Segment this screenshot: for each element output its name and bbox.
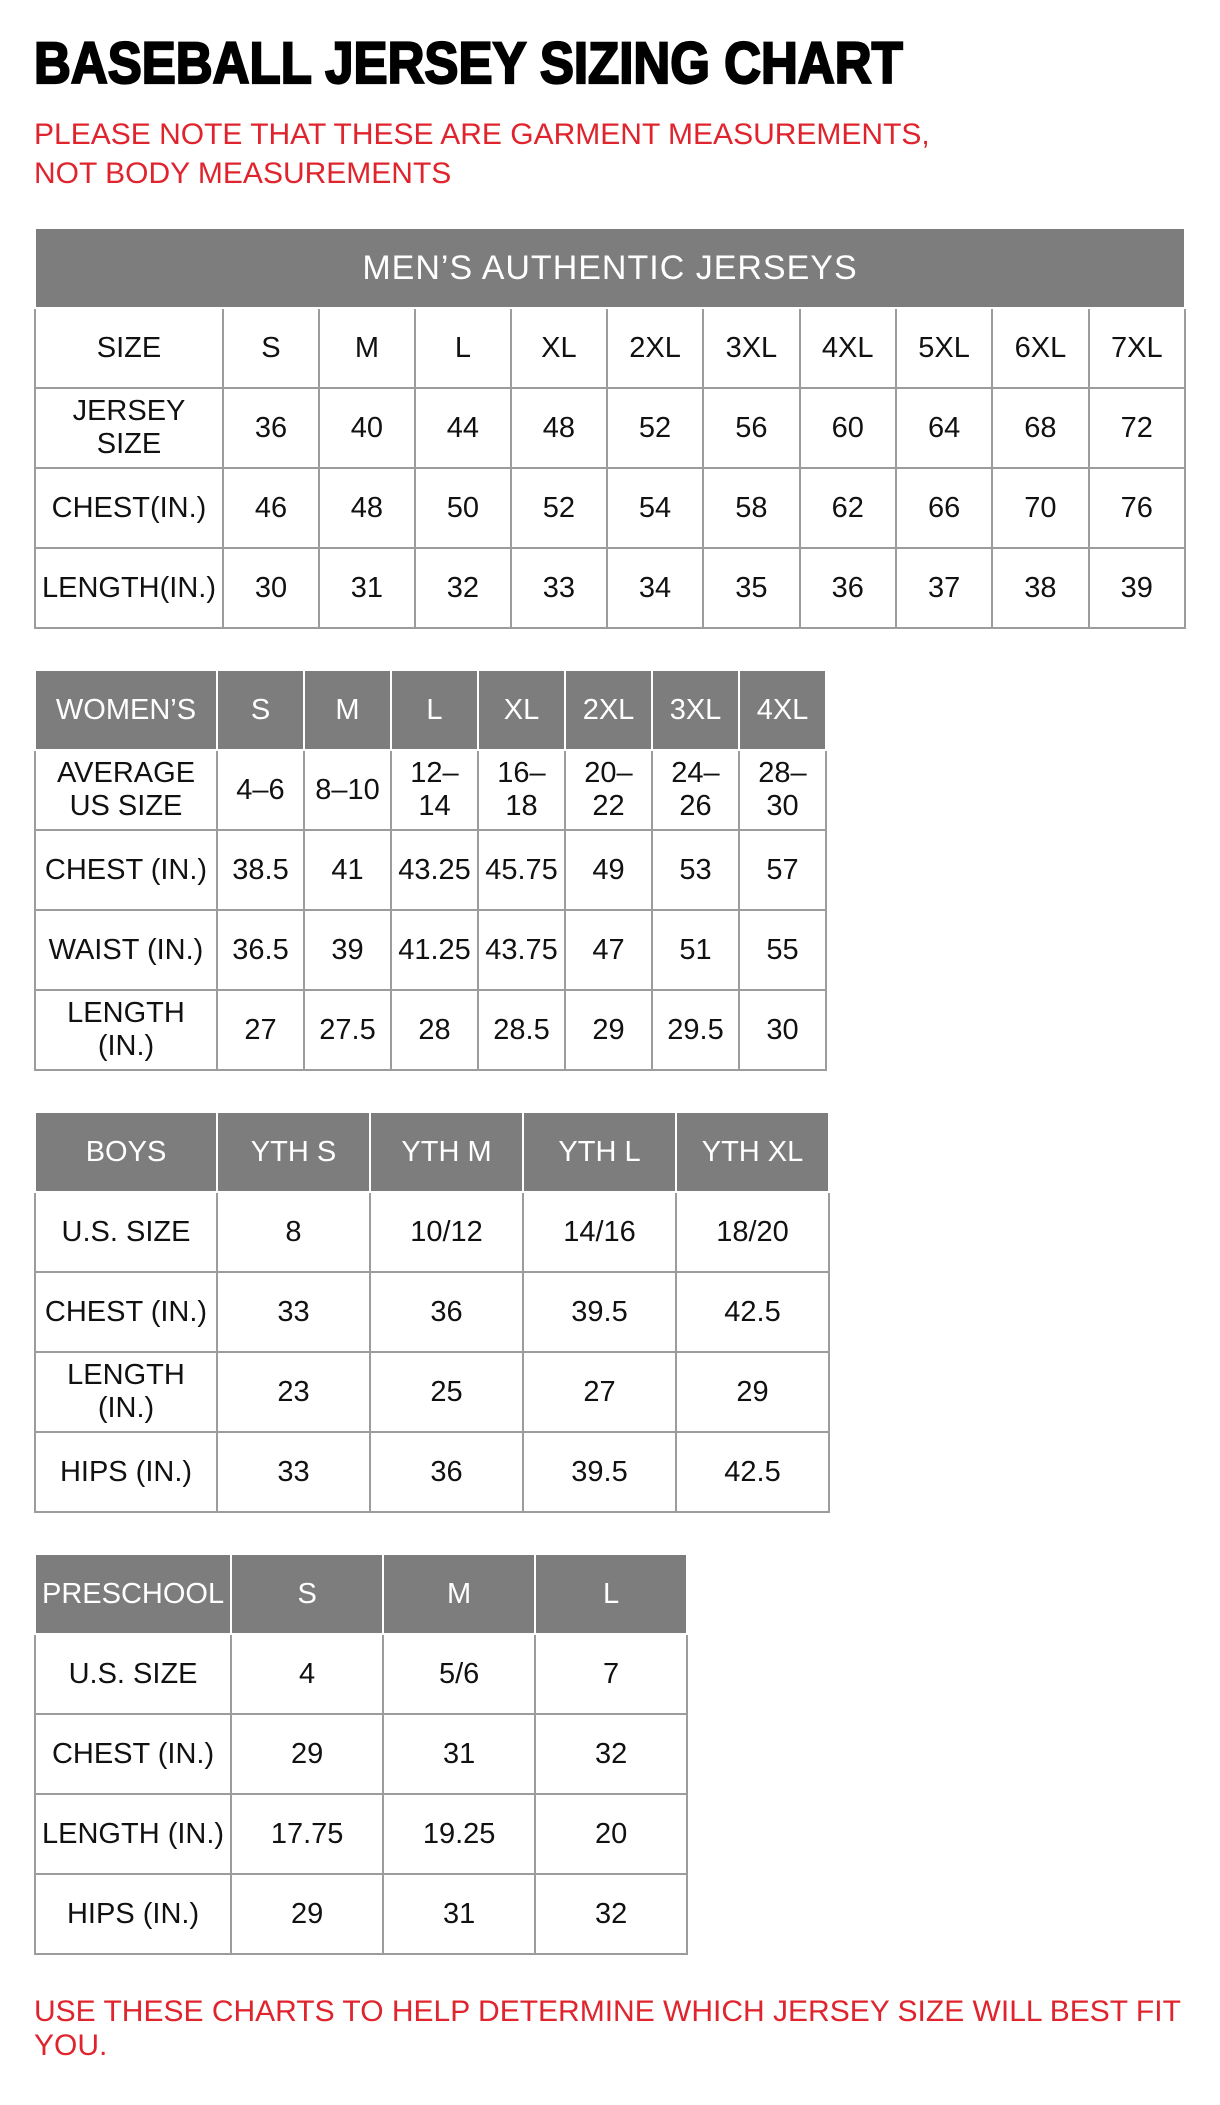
value-cell: 29 bbox=[231, 1874, 383, 1954]
row-label-cell: LENGTH (IN.) bbox=[35, 990, 217, 1070]
mens-jerseys-table bbox=[34, 227, 1186, 629]
table-band-title: MEN’S AUTHENTIC JERSEYS bbox=[35, 228, 1185, 308]
table-row bbox=[35, 1874, 687, 1954]
value-cell: 52 bbox=[607, 388, 703, 468]
value-cell: 29 bbox=[231, 1714, 383, 1794]
value-cell: 76 bbox=[1089, 468, 1185, 548]
value-cell: 42.5 bbox=[676, 1272, 829, 1352]
value-cell: 28.5 bbox=[478, 990, 565, 1070]
table-row bbox=[35, 830, 826, 910]
value-cell: 39.5 bbox=[523, 1272, 676, 1352]
value-cell: 19.25 bbox=[383, 1794, 535, 1874]
table-row bbox=[35, 1794, 687, 1874]
row-label-cell: CHEST (IN.) bbox=[35, 1272, 217, 1352]
column-header-cell: 2XL bbox=[565, 670, 652, 750]
value-cell: 31 bbox=[319, 548, 415, 628]
value-cell: 70 bbox=[992, 468, 1088, 548]
boys-jerseys-table bbox=[34, 1111, 1186, 1513]
value-cell: 6XL bbox=[992, 308, 1088, 388]
value-cell: 46 bbox=[223, 468, 319, 548]
value-cell: 12–14 bbox=[391, 750, 478, 830]
table-row bbox=[35, 1432, 829, 1512]
value-cell: 33 bbox=[217, 1272, 370, 1352]
value-cell: S bbox=[223, 308, 319, 388]
value-cell: 38.5 bbox=[217, 830, 304, 910]
preschool-jerseys-table bbox=[34, 1553, 1186, 1955]
column-header-cell: L bbox=[535, 1554, 687, 1634]
footer-note: USE THESE CHARTS TO HELP DETERMINE WHICH JERSEY SIZE WILL BEST FIT YOU. bbox=[34, 1995, 1181, 2062]
value-cell: 43.75 bbox=[478, 910, 565, 990]
value-cell: 20–22 bbox=[565, 750, 652, 830]
value-cell: 4–6 bbox=[217, 750, 304, 830]
value-cell: 2XL bbox=[607, 308, 703, 388]
table-row bbox=[35, 910, 826, 990]
value-cell: 30 bbox=[223, 548, 319, 628]
row-label-cell: U.S. SIZE bbox=[35, 1192, 217, 1272]
value-cell: 17.75 bbox=[231, 1794, 383, 1874]
column-header-cell: YTH XL bbox=[676, 1112, 829, 1192]
row-label-cell: SIZE bbox=[35, 308, 223, 388]
value-cell: 29 bbox=[565, 990, 652, 1070]
row-label-cell: JERSEY SIZE bbox=[35, 388, 223, 468]
value-cell: 28 bbox=[391, 990, 478, 1070]
value-cell: 28–30 bbox=[739, 750, 826, 830]
column-header-cell: M bbox=[383, 1554, 535, 1634]
row-label-cell: CHEST (IN.) bbox=[35, 1714, 231, 1794]
value-cell: 32 bbox=[535, 1714, 687, 1794]
value-cell: 20 bbox=[535, 1794, 687, 1874]
column-header-cell: S bbox=[231, 1554, 383, 1634]
value-cell: 33 bbox=[217, 1432, 370, 1512]
row-label-cell: AVERAGE US SIZE bbox=[35, 750, 217, 830]
table-row bbox=[35, 468, 1185, 548]
value-cell: 18/20 bbox=[676, 1192, 829, 1272]
table-row bbox=[35, 750, 826, 830]
value-cell: XL bbox=[511, 308, 607, 388]
value-cell: 39 bbox=[1089, 548, 1185, 628]
page-title: BASEBALL JERSEY SIZING CHART bbox=[34, 31, 903, 96]
value-cell: 43.25 bbox=[391, 830, 478, 910]
table-header-label-cell: BOYS bbox=[35, 1112, 217, 1192]
value-cell: 42.5 bbox=[676, 1432, 829, 1512]
value-cell: 36 bbox=[370, 1272, 523, 1352]
value-cell: 52 bbox=[511, 468, 607, 548]
value-cell: 44 bbox=[415, 388, 511, 468]
value-cell: 39 bbox=[304, 910, 391, 990]
garment-measurements-note: PLEASE NOTE THAT THESE ARE GARMENT MEASUREMENTS, NOT BODY MEASUREMENTS bbox=[34, 118, 930, 190]
value-cell: 34 bbox=[607, 548, 703, 628]
table-row bbox=[35, 1272, 829, 1352]
value-cell: 66 bbox=[896, 468, 992, 548]
column-header-cell: YTH L bbox=[523, 1112, 676, 1192]
value-cell: 4 bbox=[231, 1634, 383, 1714]
value-cell: 3XL bbox=[703, 308, 799, 388]
column-header-cell: L bbox=[391, 670, 478, 750]
value-cell: 48 bbox=[511, 388, 607, 468]
value-cell: 27 bbox=[523, 1352, 676, 1432]
table-row bbox=[35, 388, 1185, 468]
value-cell: 31 bbox=[383, 1714, 535, 1794]
value-cell: 7XL bbox=[1089, 308, 1185, 388]
column-header-cell: S bbox=[217, 670, 304, 750]
value-cell: 36 bbox=[223, 388, 319, 468]
value-cell: 10/12 bbox=[370, 1192, 523, 1272]
value-cell: 68 bbox=[992, 388, 1088, 468]
table-header-label-cell: WOMEN’S bbox=[35, 670, 217, 750]
row-label-cell: CHEST(IN.) bbox=[35, 468, 223, 548]
value-cell: 36.5 bbox=[217, 910, 304, 990]
table-row bbox=[35, 1634, 687, 1714]
value-cell: 47 bbox=[565, 910, 652, 990]
value-cell: 36 bbox=[370, 1432, 523, 1512]
value-cell: 16–18 bbox=[478, 750, 565, 830]
value-cell: 48 bbox=[319, 468, 415, 548]
value-cell: 29.5 bbox=[652, 990, 739, 1070]
womens-jerseys-table bbox=[34, 669, 1186, 1071]
value-cell: 33 bbox=[511, 548, 607, 628]
value-cell: 32 bbox=[415, 548, 511, 628]
value-cell: 24–26 bbox=[652, 750, 739, 830]
value-cell: 57 bbox=[739, 830, 826, 910]
value-cell: 60 bbox=[800, 388, 896, 468]
value-cell: 50 bbox=[415, 468, 511, 548]
row-label-cell: LENGTH(IN.) bbox=[35, 548, 223, 628]
row-label-cell: LENGTH (IN.) bbox=[35, 1794, 231, 1874]
table-row bbox=[35, 1714, 687, 1794]
value-cell: 37 bbox=[896, 548, 992, 628]
table-row bbox=[35, 1352, 829, 1432]
row-label-cell: CHEST (IN.) bbox=[35, 830, 217, 910]
value-cell: 51 bbox=[652, 910, 739, 990]
column-header-cell: XL bbox=[478, 670, 565, 750]
value-cell: 62 bbox=[800, 468, 896, 548]
value-cell: 27 bbox=[217, 990, 304, 1070]
value-cell: 30 bbox=[739, 990, 826, 1070]
value-cell: L bbox=[415, 308, 511, 388]
value-cell: 41.25 bbox=[391, 910, 478, 990]
table-row bbox=[35, 548, 1185, 628]
value-cell: 35 bbox=[703, 548, 799, 628]
value-cell: 4XL bbox=[800, 308, 896, 388]
row-label-cell: WAIST (IN.) bbox=[35, 910, 217, 990]
value-cell: 5/6 bbox=[383, 1634, 535, 1714]
value-cell: 14/16 bbox=[523, 1192, 676, 1272]
value-cell: 54 bbox=[607, 468, 703, 548]
value-cell: 38 bbox=[992, 548, 1088, 628]
value-cell: 25 bbox=[370, 1352, 523, 1432]
column-header-cell: YTH S bbox=[217, 1112, 370, 1192]
table-header-label-cell: PRESCHOOL bbox=[35, 1554, 231, 1634]
row-label-cell: HIPS (IN.) bbox=[35, 1874, 231, 1954]
column-header-cell: 3XL bbox=[652, 670, 739, 750]
value-cell: 27.5 bbox=[304, 990, 391, 1070]
value-cell: 41 bbox=[304, 830, 391, 910]
value-cell: 8–10 bbox=[304, 750, 391, 830]
value-cell: 55 bbox=[739, 910, 826, 990]
value-cell: 7 bbox=[535, 1634, 687, 1714]
value-cell: 72 bbox=[1089, 388, 1185, 468]
value-cell: 8 bbox=[217, 1192, 370, 1272]
value-cell: 58 bbox=[703, 468, 799, 548]
value-cell: 5XL bbox=[896, 308, 992, 388]
value-cell: 31 bbox=[383, 1874, 535, 1954]
column-header-cell: 4XL bbox=[739, 670, 826, 750]
value-cell: 36 bbox=[800, 548, 896, 628]
value-cell: 64 bbox=[896, 388, 992, 468]
row-label-cell: HIPS (IN.) bbox=[35, 1432, 217, 1512]
value-cell: 32 bbox=[535, 1874, 687, 1954]
column-header-cell: M bbox=[304, 670, 391, 750]
row-label-cell: U.S. SIZE bbox=[35, 1634, 231, 1714]
value-cell: 53 bbox=[652, 830, 739, 910]
column-header-cell: YTH M bbox=[370, 1112, 523, 1192]
value-cell: M bbox=[319, 308, 415, 388]
row-label-cell: LENGTH (IN.) bbox=[35, 1352, 217, 1432]
table-row bbox=[35, 990, 826, 1070]
value-cell: 39.5 bbox=[523, 1432, 676, 1512]
value-cell: 29 bbox=[676, 1352, 829, 1432]
value-cell: 49 bbox=[565, 830, 652, 910]
table-row bbox=[35, 308, 1185, 388]
value-cell: 23 bbox=[217, 1352, 370, 1432]
table-row bbox=[35, 1192, 829, 1272]
value-cell: 56 bbox=[703, 388, 799, 468]
value-cell: 45.75 bbox=[478, 830, 565, 910]
value-cell: 40 bbox=[319, 388, 415, 468]
